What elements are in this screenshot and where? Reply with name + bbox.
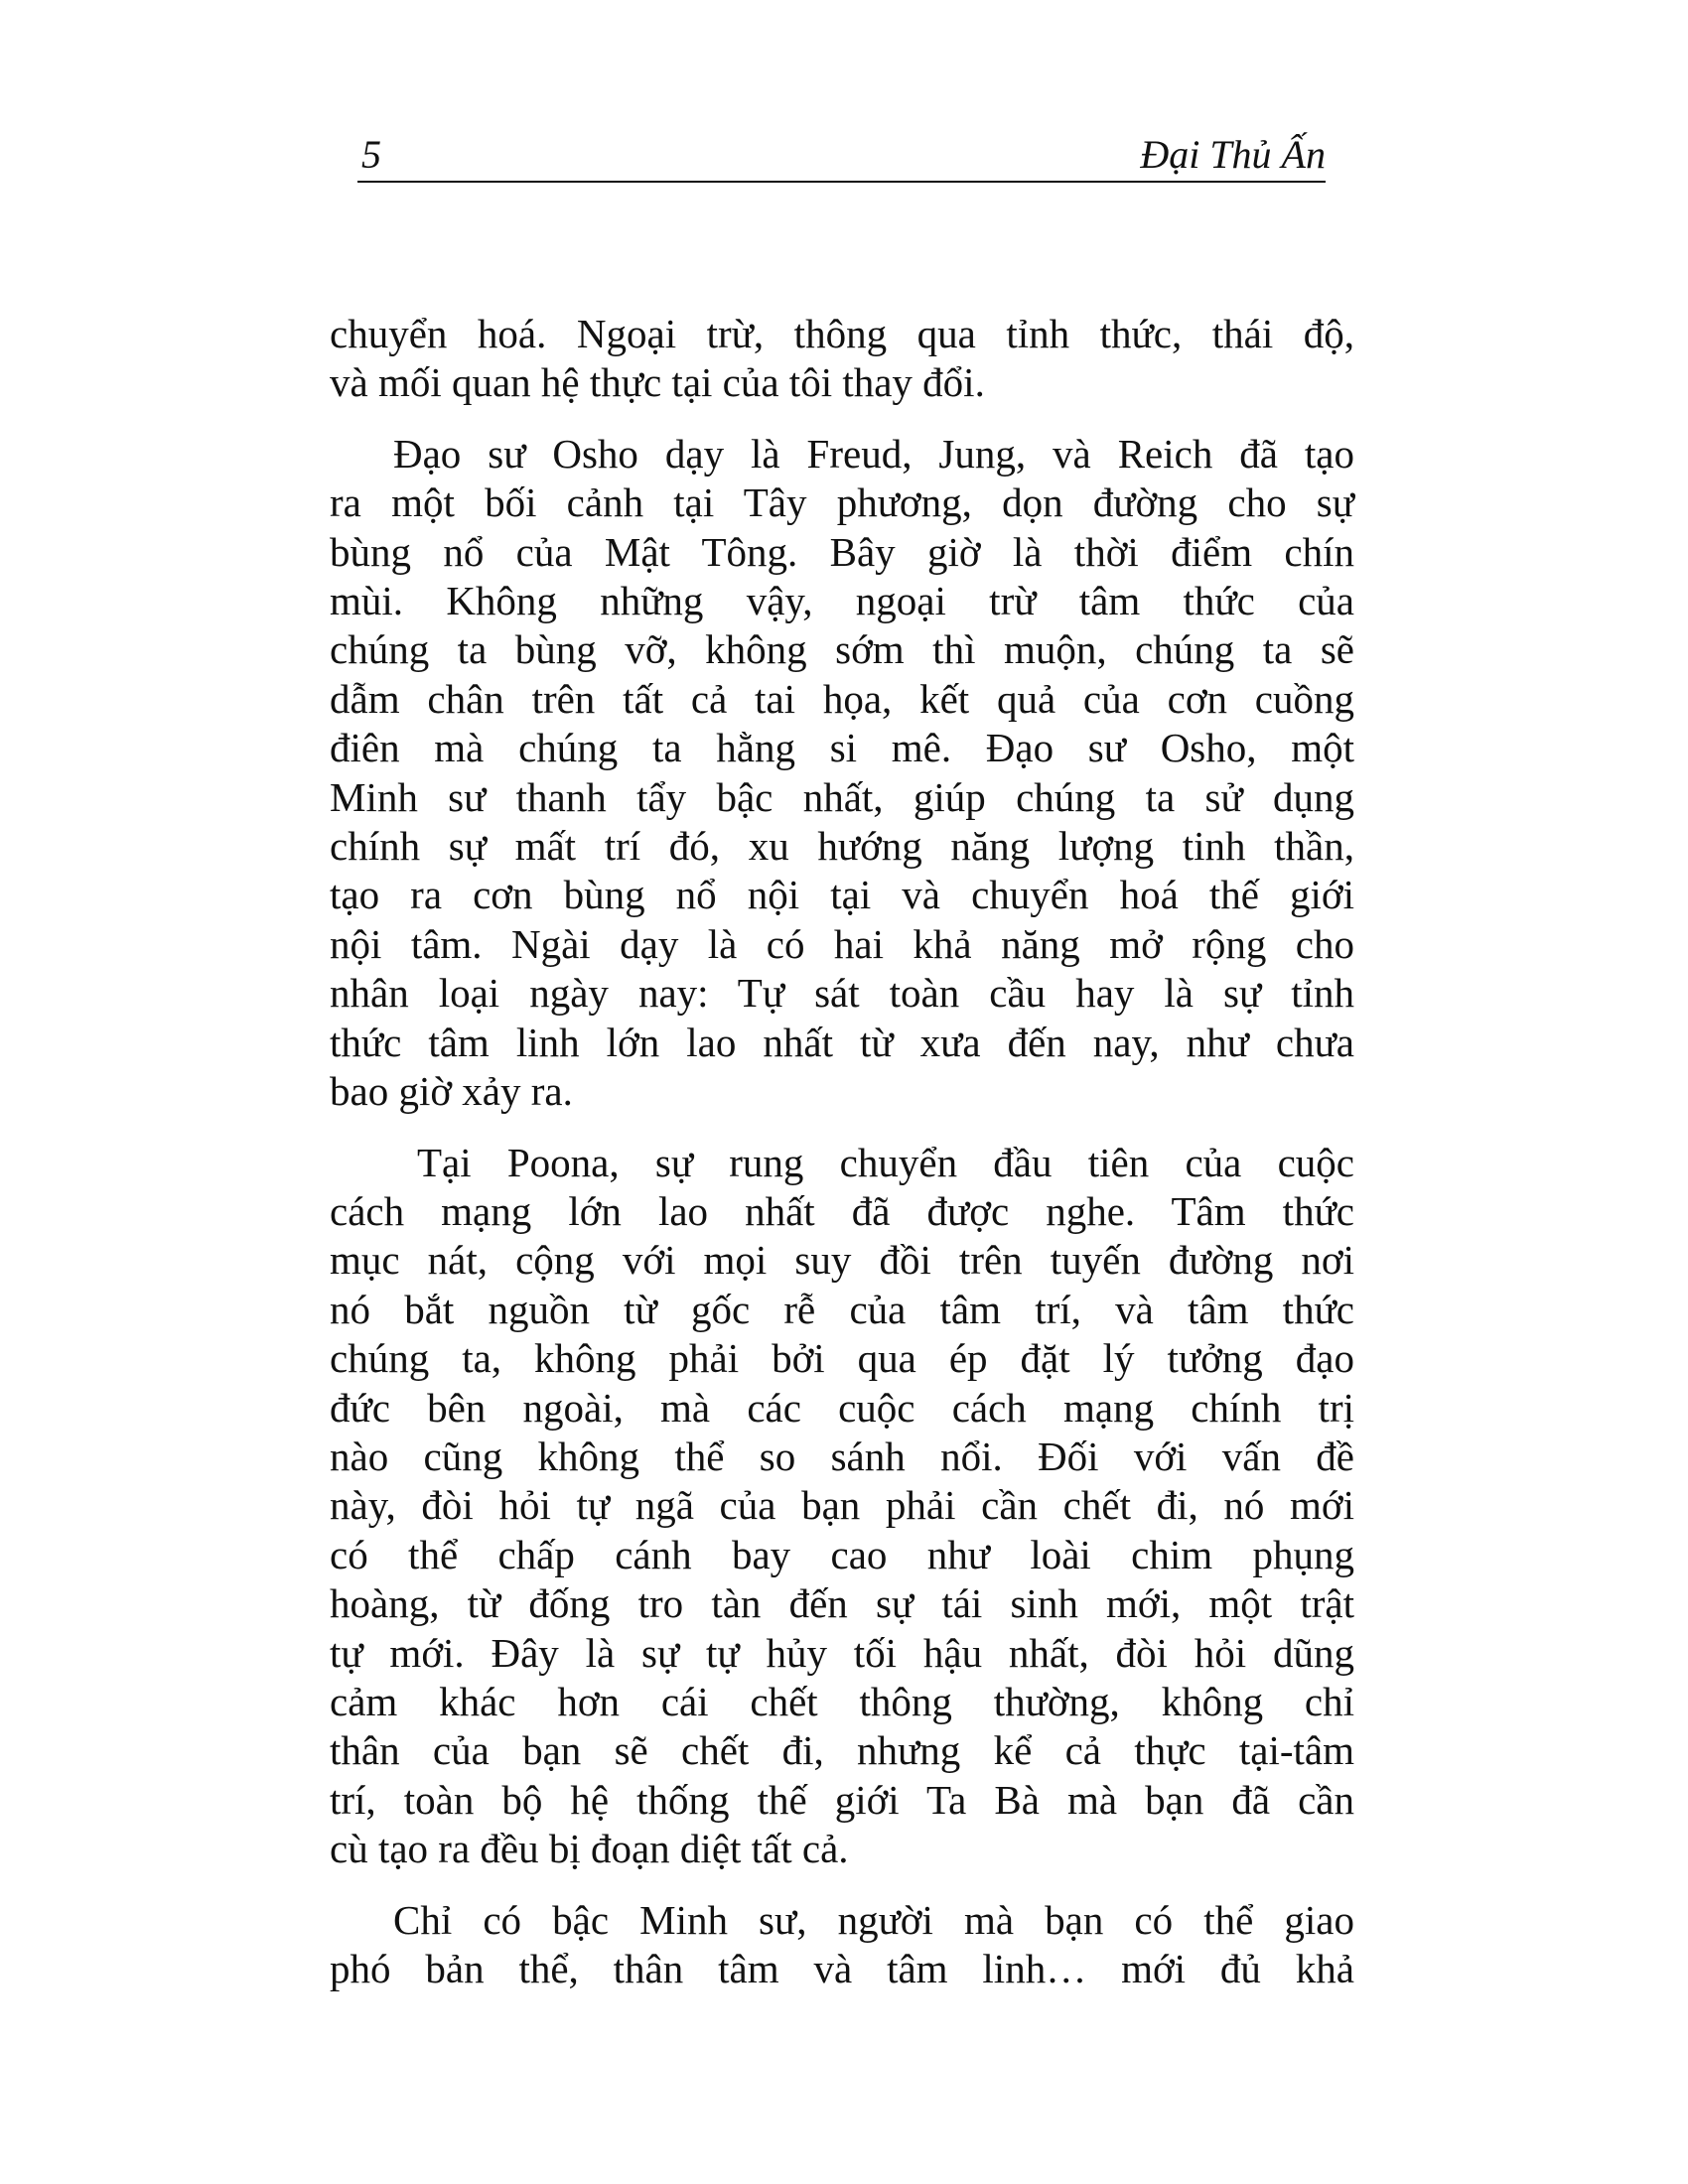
paragraph-1 xyxy=(330,310,1354,408)
text-line: bao giờ xảy ra. xyxy=(330,1068,573,1115)
body-text xyxy=(330,310,1354,1993)
text-line: Chỉ có bậc Minh sư, người mà bạn có thể giao xyxy=(393,1896,1354,1943)
text-line: tự mới. Đây là sự tự hủy tối hậu nhất, đòi hỏi dũng xyxy=(330,1629,1354,1676)
text-line: nào cũng không thể so sánh nổi. Đối với vấn đề xyxy=(330,1433,1354,1479)
text-line: nhân loại ngày nay: Tự sát toàn cầu hay là sự tỉnh xyxy=(330,970,1354,1017)
text-line: điên mà chúng ta hằng si mê. Đạo sư Osho, một xyxy=(330,725,1354,771)
text-line: cù tạo ra đều bị đoạn diệt tất cả. xyxy=(330,1826,849,1872)
text-line: nó bắt nguồn từ gốc rễ của tâm trí, và tâm thức xyxy=(330,1286,1354,1332)
text-line: Minh sư thanh tẩy bậc nhất, giúp chúng ta sử dụng xyxy=(330,773,1354,820)
text-line: tạo ra cơn bùng nổ nội tại và chuyển hoá thế giới xyxy=(330,872,1354,918)
text-line: bùng nổ của Mật Tông. Bây giờ là thời điểm chín xyxy=(330,528,1354,575)
text-line: này, đòi hỏi tự ngã của bạn phải cần chết đi, nó mới xyxy=(330,1482,1354,1529)
text-line: chính sự mất trí đó, xu hướng năng lượng tinh thần, xyxy=(330,823,1354,870)
running-title: Đại Thủ Ấn xyxy=(1140,132,1326,177)
text-line: có thể chấp cánh bay cao như loài chim phụng xyxy=(330,1531,1354,1577)
text-line: hoàng, từ đống tro tàn đến sự tái sinh mới, một trật xyxy=(330,1580,1354,1627)
text-line: cảm khác hơn cái chết thông thường, không chỉ xyxy=(330,1678,1354,1724)
text-line: và mối quan hệ thực tại của tôi thay đổi. xyxy=(330,359,985,406)
text-line: chuyển hoá. Ngoại trừ, thông qua tỉnh thức, thái độ, xyxy=(330,311,1354,356)
paragraph-4 xyxy=(330,1896,1354,1994)
text-line: đức bên ngoài, mà các cuộc cách mạng chính trị xyxy=(330,1384,1354,1431)
text-line: mục nát, cộng với mọi suy đồi trên tuyến đường nơi xyxy=(330,1237,1354,1284)
paragraph-2 xyxy=(330,430,1354,1117)
paragraph-3 xyxy=(330,1139,1354,1874)
text-line: phó bản thể, thân tâm và tâm linh… mới đủ khả xyxy=(330,1946,1354,1991)
text-line: trí, toàn bộ hệ thống thế giới Ta Bà mà bạn đã cần xyxy=(330,1776,1354,1823)
text-line: ra một bối cảnh tại Tây phương, dọn đường cho sự xyxy=(330,479,1354,526)
text-line: chúng ta bùng vỡ, không sớm thì muộn, chúng ta sẽ xyxy=(330,626,1354,673)
text-line: cách mạng lớn lao nhất đã được nghe. Tâm thức xyxy=(330,1187,1354,1234)
text-line: Tại Poona, sự rung chuyển đầu tiên của cuộc xyxy=(417,1139,1354,1185)
page-header xyxy=(357,129,1326,183)
text-line: nội tâm. Ngài dạy là có hai khả năng mở rộng cho xyxy=(330,920,1354,967)
text-line: Đạo sư Osho dạy là Freud, Jung, và Reich đã tạo xyxy=(393,430,1354,477)
text-line: thân của bạn sẽ chết đi, nhưng kể cả thực tại-tâm xyxy=(330,1727,1354,1774)
text-line: mùi. Không những vậy, ngoại trừ tâm thức của xyxy=(330,578,1354,624)
text-line: thức tâm linh lớn lao nhất từ xưa đến nay, như chưa xyxy=(330,1019,1354,1065)
page-number: 5 xyxy=(361,132,381,177)
text-line: chúng ta, không phải bởi qua ép đặt lý tưởng đạo xyxy=(330,1335,1354,1382)
text-line: dẫm chân trên tất cả tai họa, kết quả của cơn cuồng xyxy=(330,675,1354,722)
